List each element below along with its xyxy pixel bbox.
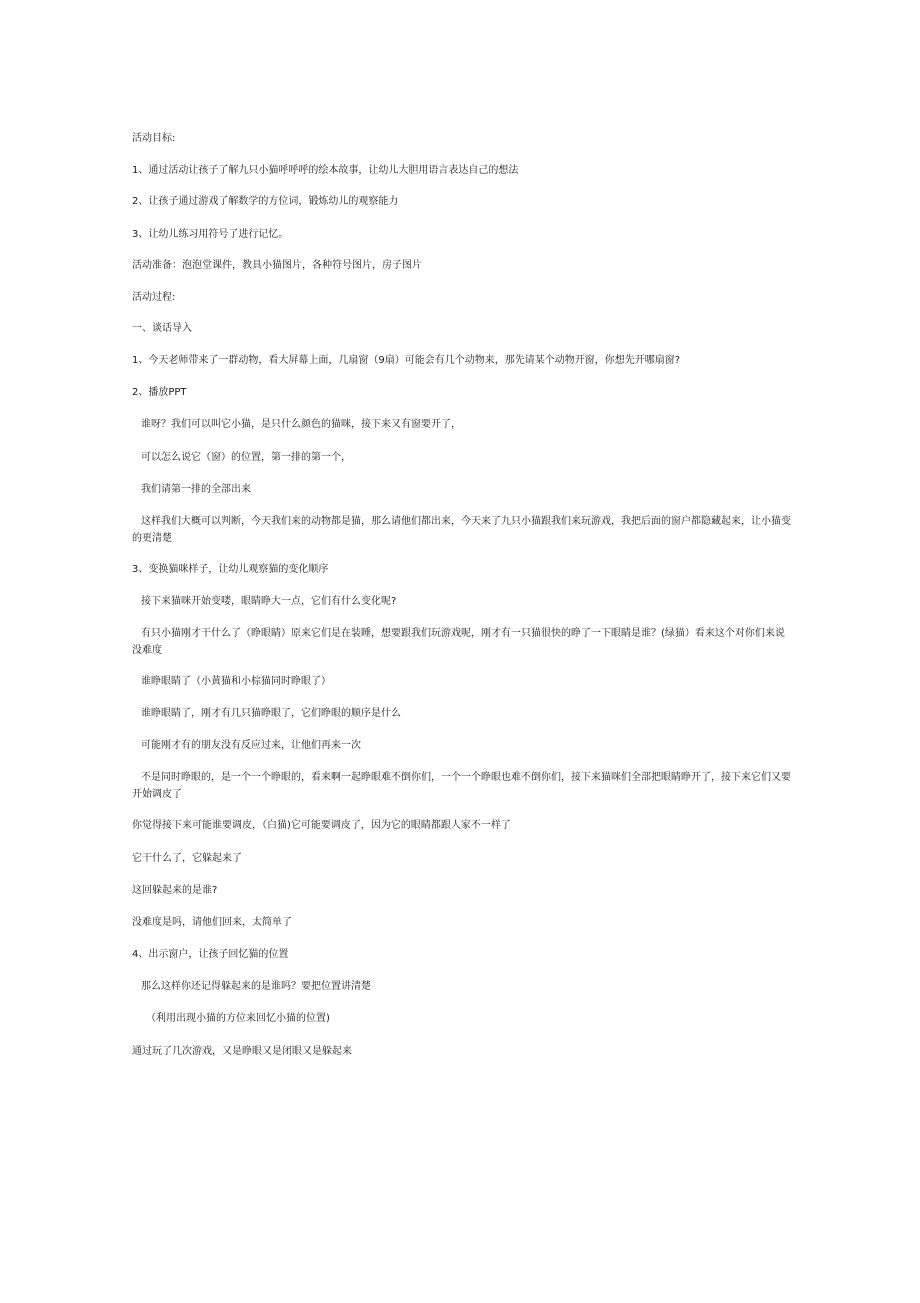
goal-item-2: 2、让孩子通过游戏了解数学的方位词，锻炼幼儿的观察能力 bbox=[132, 196, 399, 207]
paragraph-too-easy: 没难度是吗，请他们回来，太简单了 bbox=[132, 917, 292, 928]
paragraph-who-hid: 这回躲起来的是谁? bbox=[132, 885, 218, 896]
paragraph-eye-order: 谁睁眼睛了，刚才有几只猫睁眼了，它们睁眼的顺序是什么 bbox=[141, 708, 401, 719]
section-talk-intro: 一、谈话导入 bbox=[132, 323, 192, 334]
paragraph-summary: 通过玩了几次游戏，又是睁眼又是闭眼又是躲起来 bbox=[132, 1046, 352, 1057]
paragraph-use-position: （利用出现小猫的方位来回忆小猫的位置) bbox=[146, 1013, 330, 1024]
paragraph-remember-who: 那么这样你还记得躲起来的是谁吗？要把位置讲清楚 bbox=[141, 981, 371, 992]
paragraph-window-position: 可以怎么说它（窗）的位置，第一排的第一个， bbox=[141, 452, 351, 463]
paragraph-who-is-it: 谁呀？我们可以叫它小猫，是只什么颜色的猫咪，接下来又有窗要开了， bbox=[141, 419, 461, 430]
step-4: 4、出示窗户，让孩子回忆猫的位置 bbox=[132, 949, 289, 960]
paragraph-naughty-cat: 你觉得接下来可能谁要调皮，（白猫)它可能要调皮了，因为它的眼睛都跟人家不一样了 bbox=[132, 820, 511, 831]
paragraph-cat-opened-eyes: 有只小猫刚才干什么了（睁眼睛）原来它们是在装睡，想要跟我们玩游戏呢，刚才有一只猫很快的睁了一下眼睛是谁？(绿猫）看来这个对你们来说没难度 bbox=[132, 628, 785, 656]
heading-activity-process: 活动过程: bbox=[132, 292, 176, 303]
step-3: 3、变换猫咪样子，让幼儿观察猫的变化顺序 bbox=[132, 564, 329, 575]
heading-activity-goal: 活动目标: bbox=[132, 133, 176, 144]
activity-preparation: 活动准备：泡泡堂课件，教具小猫图片，各种符号图片，房子图片 bbox=[132, 260, 422, 271]
paragraph-judgement: 这样我们大概可以判断，今天我们来的动物都是猫，那么请他们都出来，今天来了九只小猫跟我们来玩游戏，我把后面的窗户都隐藏起来，让小猫变的更清楚 bbox=[132, 516, 791, 544]
goal-item-1: 1、通过活动让孩子了解九只小猫呼呼呼的绘本故事，让幼儿大胆用语言表达自己的想法 bbox=[132, 165, 519, 176]
paragraph-one-by-one: 不是同时睁眼的，是一个一个睁眼的，看来啊一起睁眼难不倒你们，一个一个睁眼也难不倒你们，接下来猫咪们全部把眼睛睁开了，接下来它们又要开始调皮了 bbox=[132, 772, 791, 800]
step-1: 1、今天老师带来了一群动物，看大屏幕上面，几扇窗（9扇）可能会有几个动物来，那先请某个动物开窗，你想先开哪扇窗? bbox=[132, 355, 681, 366]
paragraph-cats-change: 接下来猫咪开始变喽，眼睛睁大一点，它们有什么变化呢? bbox=[141, 596, 397, 607]
paragraph-it-hid: 它干什么了，它躲起来了 bbox=[132, 853, 242, 864]
step-2: 2、播放PPT bbox=[132, 387, 187, 398]
paragraph-first-row: 我们请第一排的全部出来 bbox=[141, 484, 251, 495]
paragraph-who-opened-eyes: 谁睁眼睛了（小黄猫和小棕猫同时睁眼了） bbox=[141, 676, 331, 687]
paragraph-once-more: 可能刚才有的朋友没有反应过来，让他们再来一次 bbox=[141, 740, 361, 751]
goal-item-3: 3、让幼儿练习用符号了进行记忆。 bbox=[132, 229, 289, 240]
